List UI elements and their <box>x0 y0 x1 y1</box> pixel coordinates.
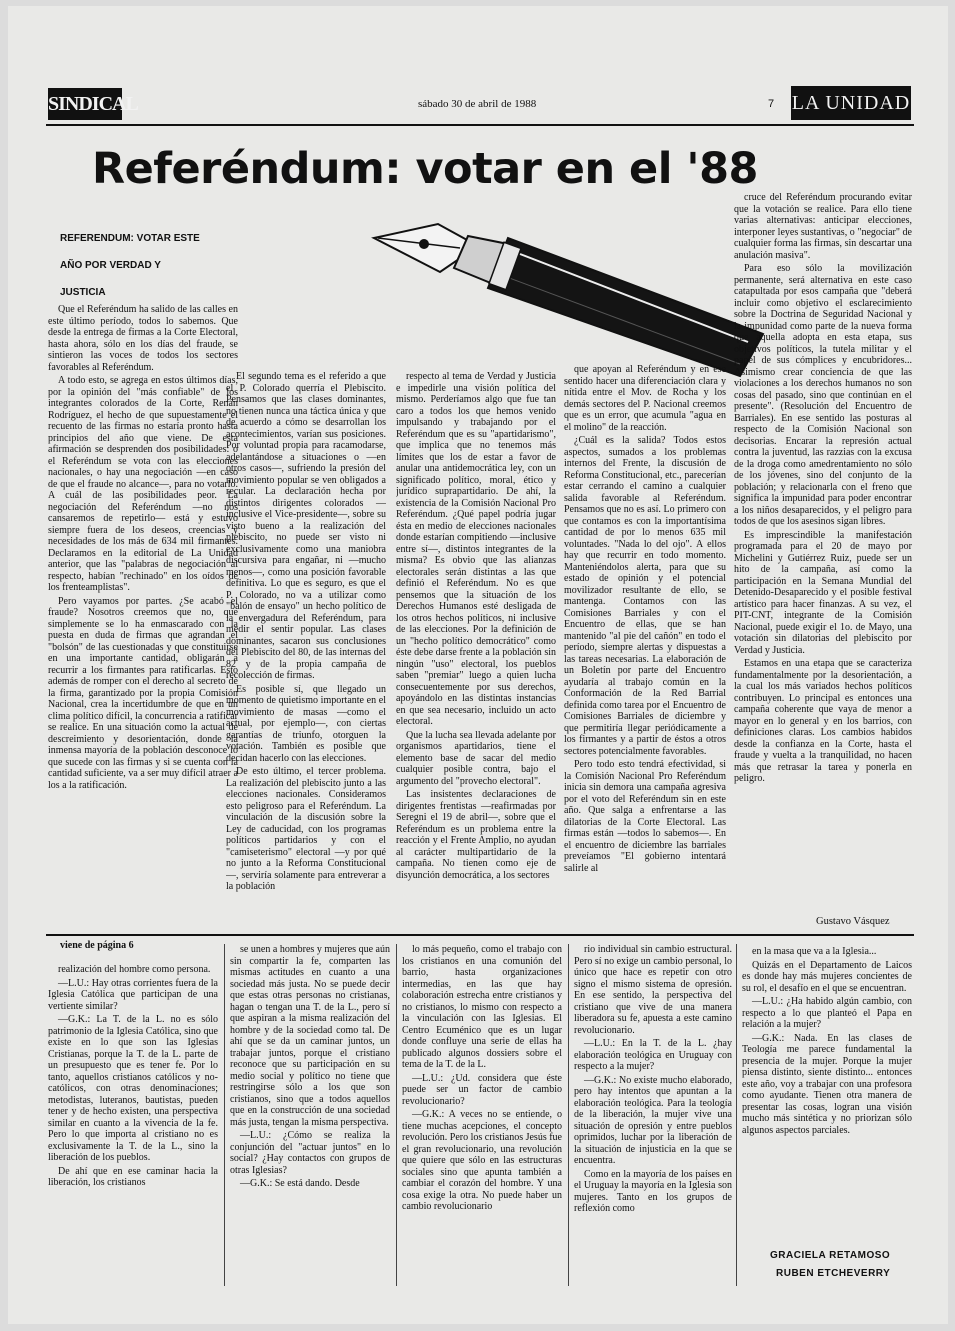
section-tag: SINDICAL <box>48 88 122 120</box>
paragraph: Como en la mayoría de los países en el Uruguay la mayoría en la Iglesia son mujeres. Tanto en los grupos de reflexión como <box>574 1168 732 1214</box>
paragraph: —L.U.: Hay otras corrientes fuera de la Iglesia Católica que participan de una vertiente similar? <box>48 977 218 1012</box>
paragraph: Es posible sí, que llegado un momento de quietismo importante en el movimiento de masas —como el actual, por ejemplo—, con ciertas garantías de triunfo, otorguen la votación. También es posible que decidan hacerlo con las elecciones. <box>226 683 386 764</box>
fountain-pen-illustration <box>368 216 768 381</box>
paragraph: Estamos en una etapa que se caracteriza fundamentalmente por la desorientación, a la cual los más variados hechos políticos contribuyen. Lo principal es entonces una campaña coherente que vaya de menor a mayor en lo general y en los barrios, con definiciones claras. Los cambios habidos desde la confianza en la Corte, hasta el fraude y vuelta a la tranquilidad, no hacen más que retrasar la tarea y ponerla en peligro. <box>734 658 912 784</box>
paragraph: que apoyan al Referéndum y en ese sentido hacer una diferenciación clara y nítida entre el Mov. de Rocha y los demás sectores del P. Nacional creemos que es un error, que acumula "agua en el molino" de la reacción. <box>564 364 726 433</box>
subhead-line-2: AÑO POR VERDAD Y <box>60 260 161 271</box>
paragraph: respecto al tema de Verdad y Justicia e impedirle una visión política del mismo. Perderíamos algo que fue tan caro a todos los que hemos venido impulsando y trabajando por el Referéndum que es su "apartidarismo", que implica que no tenemos más límites que los de estar a favor de anular una antidemocrática ley, con un significado político, moral, ético y jurídico suprapartidario. De ahí, la existencia de la Comisión Nacional Pro Referéndum. ¿Qué papel podría jugar ésta en medio de elecciones nacionales donde estarían compitiendo —inclusive entre sí—, distintos integrantes de la misma? Es obvio que las alianzas electorales serán distintas a las que definió el Referéndum. No es que pensemos que la situación de los Derechos Humanos esté desligada de los otros hechos políticos, ni inclusive de las elecciones. Por la definición de un "hecho político democrático" como éste debe darse frente a la población sin ningún "uso" electoral, los pueblos saben "premiar" luego a quien lucha consecuentemente por sus derechos, apoyándolo en las distintas instancias en que sea necesario, incluido un acto electoral. <box>396 371 556 727</box>
paragraph: —G.K.: Nada. En las clases de Teología me parece fundamental la presencia de la mujer. Porque la mujer piensa distinto, siente distinto... entonces este año, voy a trabajar con una profesora como ayudante. Tienen otra manera de presentar las cosas, logran una visión mucho más sintética y no priorizan sólo algunos aspectos parciales. <box>742 1032 912 1136</box>
paragraph: Quizás en el Departamento de Laicos es donde hay más mujeres concientes de su rol, el desafío en el que se encuentran. <box>742 959 912 994</box>
article-column-4 <box>564 364 726 932</box>
paragraph: —L.U.: ¿Cómo se realiza la conjunción del "actuar juntos" en lo social? ¿Hay contactos con grupos de otras Iglesias? <box>230 1130 390 1176</box>
column-rule <box>736 944 737 1286</box>
paragraph: realización del hombre como persona. <box>58 964 211 975</box>
paragraph: —L.U.: En la T. de la L. ¿hay elaboración teológica en Uruguay con respecto a la mujer? <box>574 1038 732 1072</box>
paragraph: Que el Referéndum ha salido de las calles en este último período, todos lo sabemos. Que desde la entrega de firmas a la Corte Electoral, hasta ahora, sólo en los días del fraude, se sintieron las voces de todos los sectores favorables al Referéndum. <box>48 304 238 373</box>
column-rule <box>396 944 397 1286</box>
paragraph: en la masa que va a la Iglesia... <box>752 946 877 957</box>
subhead-line-3: JUSTICIA <box>60 287 106 298</box>
headline: Referéndum: votar en el '88 <box>92 144 758 194</box>
paragraph: Es imprescindible la manifestación programada para el 20 de mayo por Michelini y Gutiérrez Ruiz, puede ser un hito de la campaña, así como la participación en la Semana Mundial del Detenido-Desaparecido y el posible festival artístico para hacer finanzas. A su vez, el PIT-CNT, integrante de la Comisión Nacional, puede exigir el 1o. de Mayo, una votación sin dilatorias del plebiscito por Verdad y Justicia. <box>734 529 912 656</box>
article-column-2 <box>226 371 386 931</box>
paragraph: cruce del Referéndum procurando evitar que la votación se realice. Para ello tiene varias alternativas: anticipar elecciones, interponer leyes sustantivas, o "negociar" de cualquier forma las firmas, sin descartar una anulación masiva". <box>734 192 912 261</box>
column-rule <box>224 944 225 1286</box>
header-rule <box>46 124 914 126</box>
newspaper-page <box>8 6 948 1324</box>
article-column-5 <box>734 192 912 912</box>
paragraph: —L.U.: ¿Ha habido algún cambio, con respecto a lo que planteó el Papa en relación a la mujer? <box>742 996 912 1030</box>
paragraph: —G.K.: Se está dando. Desde <box>240 1178 360 1189</box>
pen-icon <box>368 216 768 381</box>
article-byline: Gustavo Vásquez <box>816 916 890 927</box>
continuation-kicker: viene de página 6 <box>60 940 134 951</box>
paragraph: De esto último, el tercer problema. La realización del plebiscito junto a las elecciones nacionales. Consideramos esto peligroso para el Referéndum. La vinculación de la discusión sobre la Ley de caducidad, con los programas políticos partidarios y con el "camiseterismo" electoral —y por qué no junto a la Reforma Constitucional—, serviría solamente para entreverar a la población <box>226 766 386 892</box>
paragraph: Pero todo esto tendrá efectividad, si la Comisión Nacional Pro Referéndum inicia sin demora una campaña agresiva por el voto del Referéndum sin en este año. Que salga a enfrentarse a las dilatorias de la Corte Electoral. Las firmas están —todos lo sabemos—. En el encuentro de diciembre las barriales preveíamos "El gobierno intentará salirle al <box>564 759 726 874</box>
paragraph: —G.K.: A veces no se entiende, o tiene muchas acepciones, el concepto revolución. Pero los cristianos Jesús fue el gran revolucionario, una revolución que quiere que sólo en las estructuras sociales sino que apunta también a cambiar el corazón del hombre. Y una cosa exige la otra. No puede haber un cambio revolucionario <box>402 1109 562 1212</box>
continuation-column-3 <box>402 944 562 1284</box>
subhead-line-1: REFERENDUM: VOTAR ESTE <box>60 233 200 244</box>
paragraph: —G.K.: No existe mucho elaborado, pero hay intentos que apuntan a la elaboración teológica. Para la teología de la liberación, la mujer vive una situación de opresión y entre pueblos oprimidos, luchar por la liberación de la situación de injusticia en la que se encuentra. <box>574 1074 732 1166</box>
paragraph: —G.K.: La T. de la L. no es sólo patrimonio de la Iglesia Católica, sino que existe en lo que son las Iglesias Cristianas, porque la T. de la L. parte de un presupuesto que es tener fe. Por lo tanto, aquellos cristianos católicos y no-católicos, con otras denominaciones; metodistas, luteranos, bautistas, pueden tener y de hecho existen, una perspectiva similar en cuanto a la vivencia de la fe. Pero lo que importa al cristiano no es exclusivamente la T. de la L., sino la liberación de los pueblos. <box>48 1014 218 1163</box>
interview-byline-2: RUBEN ETCHEVERRY <box>776 1268 891 1279</box>
paragraph: se unen a hombres y mujeres que aún sin compartir la fe, comparten las mismas actitudes en cuanto a una sociedad más justa. No se puede decir que estas otras personas no cristianas, hagan o tengan una T. de la L., pero sí que aspiran a la misma realización del hombre y de la sociedad como tal. De ahí que se da un caminar juntos, un trabajar juntos, porque el cristiano reconoce que su participación en su medio social y político no tiene que restringirse sólo a los que son cristianos, sino que a todos aquellos que en la construcción de una sociedad más justa, tengan la misma perspectiva. <box>230 944 390 1128</box>
paragraph: lo más pequeño, como el trabajo con los cristianos en una comunión del barrio, hasta organizaciones intermedias, en las que hay colaboración estrecha entre cristianos y no cristianos, lo mismo con respecto a la vinculación con las Iglesias. El Centro Ecuménico que es un lugar donde confluye una serie de ellas ha publicado algunos dossiers sobre el tema de la T. de la L. <box>402 944 562 1070</box>
article-column-1 <box>48 304 238 924</box>
article-column-3 <box>396 371 556 931</box>
continuation-column-5 <box>742 946 912 1236</box>
paragraph: rio individual sin cambio estructural. Pero sí no exige un cambio personal, lo único que hace es repetir con otro signo el mismo sistema de opresión. En ese sentido, la perspectiva del cristiano que vive de una manera liberadora su fe, apuesta a este camino revolucionario. <box>574 944 732 1036</box>
section-divider <box>46 934 914 936</box>
paragraph: De ahí que en ese caminar hacia la liberación, los cristianos <box>48 1165 218 1188</box>
publication-masthead: LA UNIDAD <box>791 86 911 120</box>
issue-date: sábado 30 de abril de 1988 <box>418 98 537 110</box>
paragraph: ¿Cuál es la salida? Todos estos aspectos, sumados a los problemas internos del Frente, la discusión de Reforma Constitucional, etc., parecerían estar cerrando el camino a cualquier salida favorable al Referéndum. Pensamos que no es así. Lo primero con que contamos es con la importantísima cantidad de por lo menos 635 mil voluntades. "Nada lo del ojo". A ellos hay que recurrir en todo momento. Manteniéndolos alerta, para que su estado de opinión y el potencial movilizador resultante de ello, se mantenga. Contamos con las Comisiones Barriales y con el Encuentro de ellas, que se han mantenido "al pie del cañón" en todo el período, siempre alertas y dispuestas a las tareas necesarias. La elaboración de un Boletín por parte del Encuentro ayudaría al trabajo común en la Conformación de la Red Barrial definida como tarea por el Encuentro de Comisiones Barriales de diciembre y que permitiría llegar periódicamente a los firmantes y a partir de éstos a otros sectores potencialmente favorables. <box>564 435 726 757</box>
paragraph: Para eso sólo la movilización permanente, será alternativa en este caso catapultada por esos campaña que "deberá incluir como objetivo el esclarecimiento sobre la Doctrina de Seguridad Nacional y la impunidad como parte de la nueva forma que aquella adopta en esta etapa, sus objetivos políticos, la tutela militar y el papel de sus cómplices y encubridores... Asimismo crear conciencia de que las violaciones a los derechos humanos no son cosas del pasado, sino que continúan en el presente". (Resolución del Encuentro de Barriales). En ese sentido las posturas al respecto de la Comisión Nacional son decisorias. Encarar la represión actual contra la juventud, las razzias con la excusa de la droga como amedrentamiento no sólo de los jóvenes, sino del conjunto de la población; y relacionarla con el freno que significa la impunidad para poder encontrar a los niños desaparecidos, y el peligro para todos de que los asesinos sigan libres. <box>734 263 912 527</box>
paragraph: Que la lucha sea llevada adelante por organismos apartidarios, tiene el elemento base de sacar del medio cualquier posible contra, bajo el argumento del "provecho electoral". <box>396 729 556 787</box>
interview-byline-1: GRACIELA RETAMOSO <box>770 1250 891 1261</box>
paragraph: El segundo tema es el referido a que el P. Colorado querría el Plebiscito. Pensamos que las clases dominantes, no tienen nunca una táctica única y que de acuerdo a cómo se desarrollan los acontecimientos, varían sus posiciones. Por voluntad propia para racamodarse, adelantándose a situaciones o —en otros casos—, sufriendo la presión del movimiento popular se ven obligados a recular. La declaración hecha por distintos dirigentes colorados —inclusive el Vice-presidente—, sobre su visto bueno a la realización del plebiscito, no puede ser visto ni exclusivamente como una maniobra discursiva para engañar, ni —mucho menos—, como una posición favorable definitiva. Lo que es seguro, es que el P. Colorado, no va a utilizar como "balón de ensayo" un hecho político de la envergadura del Referéndum, para medir el sentir popular. Las clases dominantes, sacaron sus conclusiones del Plebiscito del 80, de las internas del 82 y de la propia campaña de recolección de firmas. <box>226 371 386 681</box>
continuation-column-1 <box>48 964 218 1284</box>
column-rule <box>568 944 569 1286</box>
continuation-column-4 <box>574 944 732 1284</box>
paragraph: A todo esto, se agrega en estos últimos días, por la opinión del "más confiable" de los integrantes colorados de la Corte, Renán Rodríguez, el hecho de que supuestamente el recuento de las firmas no estaría pronto hasta principios del año que viene. De esta afirmación se desprenden dos posibilidades: o el Referéndum se vota con las elecciones nacionales, o hay una negociación —en caso de que el fraude no alcance—, para no votarlo. A cuál de las posibilidades peor. La negociación del Referéndum —no nos cansaremos de repetirlo— está y estuvo siempre fuera de los deseos, creencias y necesidades de los más de 634 mil firmantes. Declaramos en la editorial de La Unidad anterior, que las "palabras de negociación al respecto, habían "rechinado" en los oídos de los frenteamplistas". <box>48 375 238 593</box>
paragraph: Las insistentes declaraciones de dirigentes frentistas —reafirmadas por Seregni el 19 de abril—, sobre que el Referéndum es un problema entre la reacción y el Frente Amplio, no ayudan al carácter multipartidario de la campaña. No tienen como eje de disyunción democrática, a los sectores <box>396 789 556 881</box>
continuation-column-2 <box>230 944 390 1284</box>
page-number: 7 <box>768 98 775 110</box>
paragraph: Pero vayamos por partes. ¿Se acabó el fraude? Nosotros creemos que no, que simplemente se lo ha enmascarado con la puesta en duda de firmas que agrandan el "bolsón" de las cuestionadas y que constituirse en una importante cantidad, obligarán a recurrir a los firmantes para ratificarlas. Esto además de romper con el derecho al secreto de la firma, garantizado por la propia Comisión Nacional, crea la incertidumbre de que en un clima político difícil, la concurrencia a ratificar se realice. En una situación como la actual de descreimiento y desorientación, donde la inmensa mayoría de la población desconoce lo que sucede con las firmas y si se cuenta con la cantidad suficiente, va a ser muy difícil atraer a los a la ratificación. <box>48 595 238 791</box>
paragraph: —L.U.: ¿Ud. considera que éste puede ser un factor de cambio revolucionario? <box>402 1072 562 1107</box>
